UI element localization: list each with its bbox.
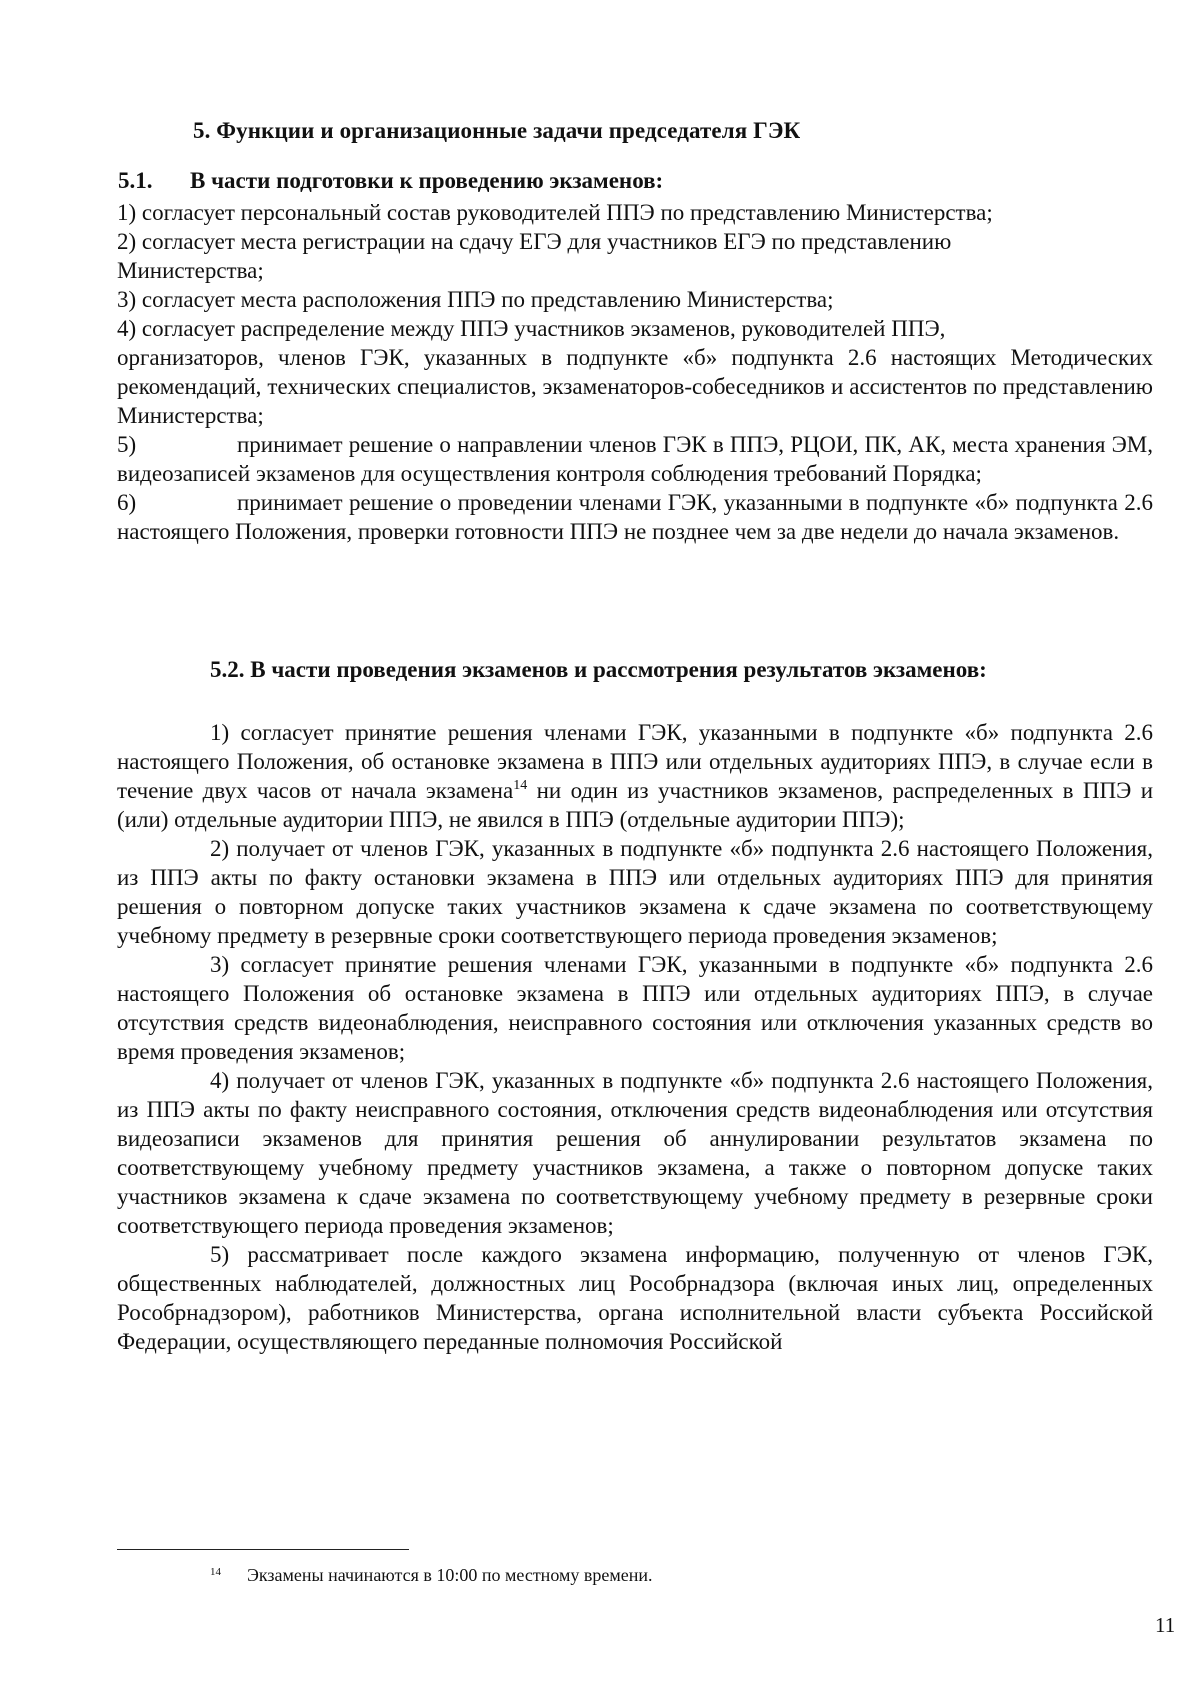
subsection-5-1-body (117, 198, 1153, 546)
list-item: 4) согласует распределение между ППЭ участников экзаменов, руководителей ППЭ, (117, 316, 946, 341)
list-item: 2) согласует места регистрации на сдачу ЕГЭ для участников ЕГЭ по представлению (117, 229, 952, 254)
footnote-text: Экзамены начинаются в 10:00 по местному времени. (247, 1565, 653, 1585)
paragraph-1 (117, 718, 1153, 834)
paragraph-4: 4) получает от членов ГЭК, указанных в подпункте «б» подпункта 2.6 настоящего Положения, из ППЭ акты по факту неисправного состояния, отключения средств видеонаблюдения или отсутствия видеозаписи экзаменов для принятия решения об аннулировании результатов экзамена по соответствующему учебному предмету участников экзамена, а также о повторном допуске таких участников экзамена к сдаче экзамена по соответствующему учебному предмету в резервные сроки соответствующего периода проведения экзаменов; (117, 1068, 1153, 1238)
list-item: Министерства; (117, 258, 264, 283)
subsection-number: 5.1. (118, 168, 153, 193)
section-title: 5. Функции и организационные задачи председателя ГЭК (193, 118, 801, 143)
item-text: принимает решение о направлении членов ГЭК в ППЭ, РЦОИ, ПК, АК, места хранения ЭМ, видеозаписей экзаменов для осуществления контроля соблюдения требований Порядка; (117, 432, 1153, 486)
subsection-5-1-heading (118, 168, 663, 194)
subsection-5-2-heading: 5.2. В части проведения экзаменов и рассмотрения результатов экзаменов: (210, 657, 987, 682)
page-number: 11 (1155, 1613, 1176, 1637)
footnote (210, 1565, 653, 1586)
footnote-number: 14 (210, 1566, 221, 1578)
item-text: принимает решение о проведении членами ГЭК, указанными в подпункте «б» подпункта 2.6 настоящего Положения, проверки готовности ППЭ не позднее чем за две недели до начала экзаменов. (117, 490, 1153, 544)
item-number: 5) (117, 432, 137, 457)
paragraph-3: 3) согласует принятие решения членами ГЭК, указанными в подпункте «б» подпункта 2.6 настоящего Положения об остановке экзамена в ППЭ или отдельных аудиториях ППЭ, в случае отсутствия средств видеонаблюдения, неисправного состояния или отключения указанных средств во время проведения экзаменов; (117, 952, 1153, 1064)
subsection-5-2-body (117, 718, 1153, 1356)
list-item: 1) согласует персональный состав руководителей ППЭ по представлению Министерства; (117, 200, 993, 225)
paragraph-2: 2) получает от членов ГЭК, указанных в подпункте «б» подпункта 2.6 настоящего Положения, из ППЭ акты по факту остановки экзамена в ППЭ или отдельных аудиториях ППЭ для принятия решения о повторном допуске таких участников экзамена к сдаче экзамена по соответствующему учебному предмету в резервные сроки соответствующего периода проведения экзаменов; (117, 836, 1153, 948)
paragraph-5: 5) рассматривает после каждого экзамена информацию, полученную от членов ГЭК, общественных наблюдателей, должностных лиц Рособрнадзора (включая иных лиц, определенных Рособрнадзором), работников Министерства, органа исполнительной власти субъекта Российской Федерации, осуществляющего переданные полномочия Российской (117, 1242, 1153, 1354)
footnote-separator (117, 1549, 409, 1550)
subsection-heading-text: В части подготовки к проведению экзаменов: (190, 168, 664, 193)
item-number: 6) (117, 490, 137, 515)
list-item: 3) согласует места расположения ППЭ по представлению Министерства; (117, 287, 834, 312)
list-item: организаторов, членов ГЭК, указанных в подпункте «б» подпункта 2.6 настоящих Методических рекомендаций, технических специалистов, экзаменаторов-собеседников и ассистентов по представлению Министерства; (117, 345, 1153, 428)
list-item-5 (117, 430, 1153, 488)
paragraph-text: ни один из участников экзаменов, распределенных в ППЭ и (или) отдельные аудитории ППЭ, не явился в ППЭ (отдельные аудитории ППЭ); (117, 778, 1154, 832)
list-item-6 (117, 488, 1153, 546)
paragraph-text: 1) согласует принятие решения членами ГЭК, указанными в подпункте «б» подпункта 2.6 настоящего Положения, об остановке экзамена в ППЭ или отдельных аудиториях ППЭ, в случае если в течение двух часов от начала экзамена (117, 720, 1153, 803)
footnote-reference[interactable]: 14 (513, 778, 528, 793)
